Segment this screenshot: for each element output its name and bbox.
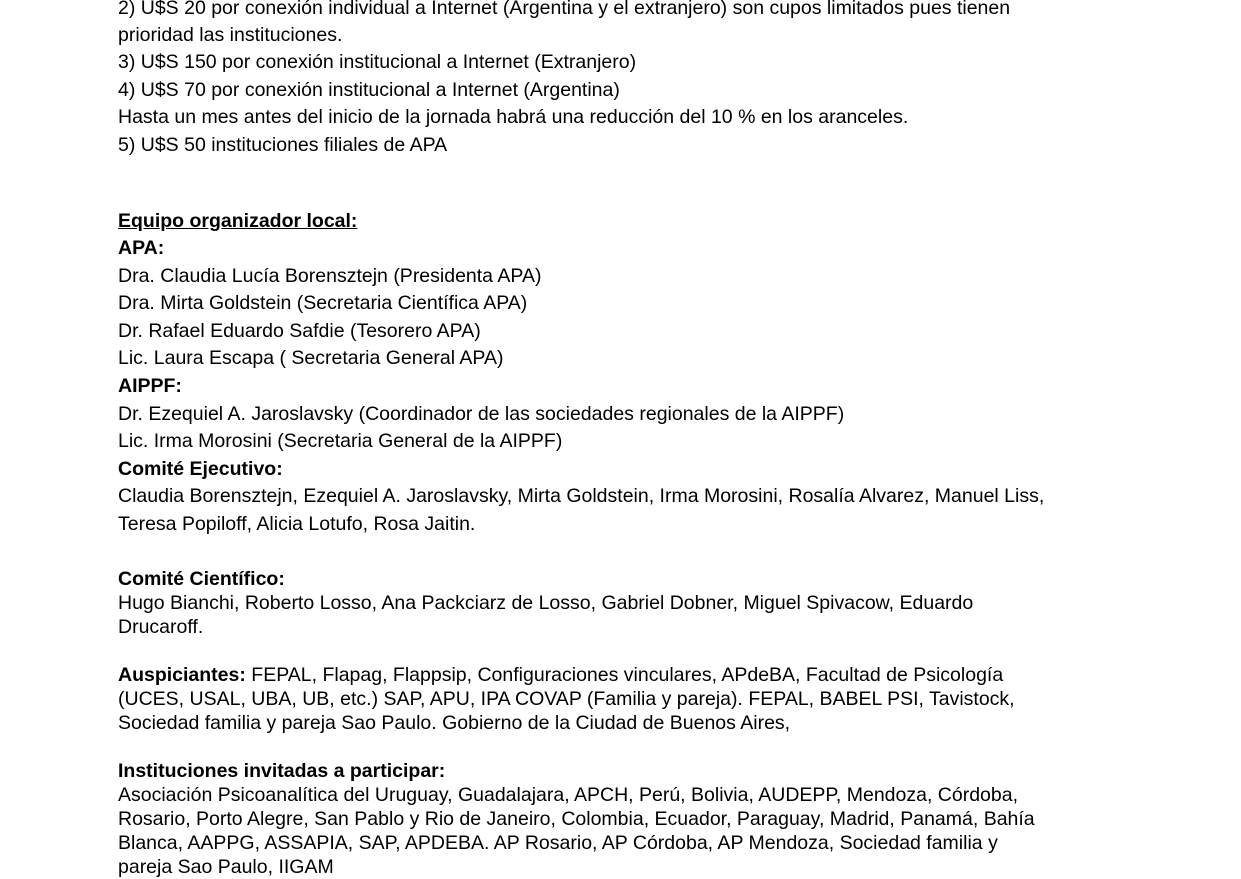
comite-cientifico-label: Comité Científico:: [118, 568, 285, 590]
instituciones-label: Instituciones invitadas a participar:: [118, 760, 446, 782]
arancel-item-4: 4) U$S 70 por conexión institucional a Internet (Argentina): [118, 79, 620, 101]
auspiciantes-list-start: FEPAL, Flapag, Flappsip, Configuraciones vinculares, APdeBA, Facultad de Psicología: [245, 664, 1004, 686]
auspiciantes-line-3: Sociedad familia y pareja Sao Paulo. Gobierno de la Ciudad de Buenos Aires,: [118, 712, 791, 734]
comite-cientifico-line-2: Drucaroff.: [118, 616, 204, 638]
aippf-label: AIPPF:: [118, 375, 182, 397]
comite-cientifico-line-1: Hugo Bianchi, Roberto Losso, Ana Packciarz de Losso, Gabriel Dobner, Miguel Spivacow, Eduardo: [118, 592, 974, 614]
comite-ejecutivo-line-2: Teresa Popiloff, Alicia Lotufo, Rosa Jaitin.: [118, 513, 476, 535]
instituciones-line-2: Rosario, Porto Alegre, San Pablo y Rio de Janeiro, Colombia, Ecuador, Paraguay, Madrid, Panamá, Bahía: [118, 808, 1035, 830]
instituciones-line-1: Asociación Psicoanalítica del Uruguay, Guadalajara, APCH, Perú, Bolivia, AUDEPP, Mendoza, Córdoba,: [118, 784, 1019, 806]
instituciones-line-4: pareja Sao Paulo, IIGAM: [118, 856, 334, 878]
apa-member: Dr. Rafael Eduardo Safdie (Tesorero APA): [118, 320, 481, 342]
arancel-item-2-line-2: prioridad las instituciones.: [118, 24, 343, 46]
apa-label: APA:: [118, 237, 165, 259]
comite-ejecutivo-label: Comité Ejecutivo:: [118, 458, 283, 480]
apa-member: Lic. Laura Escapa ( Secretaria General APA): [118, 347, 504, 369]
auspiciantes-line-2: (UCES, USAL, UBA, UB, etc.) SAP, APU, IPA COVAP (Familia y pareja). FEPAL, BABEL PSI, Tavistock,: [118, 688, 1015, 710]
comite-ejecutivo-line-1: Claudia Borensztejn, Ezequiel A. Jaroslavsky, Mirta Goldstein, Irma Morosini, Rosalía Alvarez, Manuel Liss,: [118, 485, 1045, 507]
arancel-item-2-line-1: 2) U$S 20 por conexión individual a Internet (Argentina y el extranjero) son cupos limitados pues tienen: [118, 0, 1011, 19]
auspiciantes-label: Auspiciantes:: [118, 664, 246, 686]
equipo-heading: Equipo organizador local:: [118, 210, 358, 232]
arancel-item-5: 5) U$S 50 instituciones filiales de APA: [118, 134, 448, 156]
aippf-member: Dr. Ezequiel A. Jaroslavsky (Coordinador de las sociedades regionales de la AIPPF): [118, 403, 845, 425]
arancel-item-3: 3) U$S 150 por conexión institucional a Internet (Extranjero): [118, 51, 637, 73]
apa-member: Dra. Mirta Goldstein (Secretaria Científica APA): [118, 292, 528, 314]
apa-member: Dra. Claudia Lucía Borensztejn (Presidenta APA): [118, 265, 542, 287]
reduccion-note: Hasta un mes antes del inicio de la jornada habrá una reducción del 10 % en los aranceles.: [118, 106, 909, 128]
auspiciantes-line-1: [118, 663, 1003, 687]
aippf-member: Lic. Irma Morosini (Secretaria General de la AIPPF): [118, 430, 563, 452]
instituciones-line-3: Blanca, AAPPG, ASSAPIA, SAP, APDEBA. AP Rosario, AP Córdoba, AP Mendoza, Sociedad familia y: [118, 832, 998, 854]
